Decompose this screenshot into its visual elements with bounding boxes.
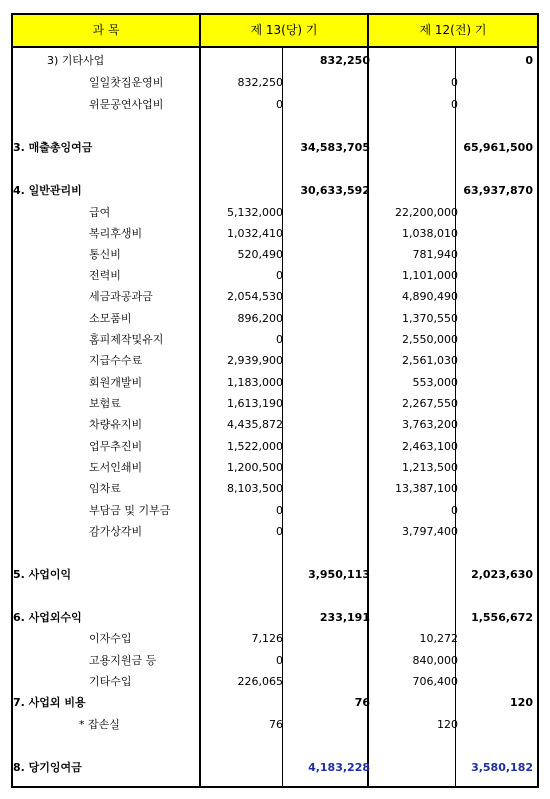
amount-c4: 120 bbox=[510, 696, 533, 709]
table-row bbox=[13, 478, 537, 499]
row-label: 회원개발비 bbox=[89, 376, 143, 389]
header-item: 과 목 bbox=[92, 23, 120, 37]
amount-c3: 1,038,010 bbox=[402, 227, 458, 240]
row-label: 이자수입 bbox=[89, 632, 132, 645]
amount-c3: 22,200,000 bbox=[395, 206, 458, 219]
amount-c1: 0 bbox=[276, 654, 283, 667]
row-label: 홈피제작및유지 bbox=[89, 333, 164, 346]
amount-c1: 0 bbox=[276, 333, 283, 346]
row-label: 기타수입 bbox=[89, 675, 132, 688]
row-label: 감가상각비 bbox=[89, 525, 143, 538]
amount-c1: 0 bbox=[276, 525, 283, 538]
amount-c4: 0 bbox=[525, 54, 533, 67]
amount-c3: 706,400 bbox=[412, 675, 458, 688]
header-prior-period: 제 12(전) 기 bbox=[419, 23, 487, 37]
amount-c3: 0 bbox=[451, 76, 458, 89]
amount-c1: 1,032,410 bbox=[227, 227, 283, 240]
amount-c2: 76 bbox=[354, 696, 370, 709]
amount-c1: 1,200,500 bbox=[227, 461, 283, 474]
amount-c1: 1,522,000 bbox=[227, 440, 283, 453]
row-label: 전력비 bbox=[89, 269, 121, 282]
amount-c2: 34,583,705 bbox=[300, 141, 370, 154]
amount-c1: 5,132,000 bbox=[227, 206, 283, 219]
amount-c3: 781,940 bbox=[412, 248, 458, 261]
amount-c3: 2,561,030 bbox=[402, 354, 458, 367]
amount-c3: 2,463,100 bbox=[402, 440, 458, 453]
table-row bbox=[13, 286, 537, 307]
table-row bbox=[13, 436, 537, 457]
amount-c3: 840,000 bbox=[412, 654, 458, 667]
row-label: 3. 매출총잉여금 bbox=[13, 141, 93, 154]
table-row bbox=[13, 372, 537, 393]
amount-c1: 0 bbox=[276, 269, 283, 282]
amount-c3: 120 bbox=[437, 718, 458, 731]
row-label: 지급수수료 bbox=[89, 354, 143, 367]
table-row bbox=[13, 757, 537, 778]
amount-c1: 1,183,000 bbox=[227, 376, 283, 389]
amount-c3: 1,101,000 bbox=[402, 269, 458, 282]
amount-c3: 13,387,100 bbox=[395, 482, 458, 495]
row-label: 고용지원금 등 bbox=[89, 654, 157, 667]
amount-c3: 3,763,200 bbox=[402, 418, 458, 431]
row-label: 임차료 bbox=[89, 482, 121, 495]
amount-c3: 2,267,550 bbox=[402, 397, 458, 410]
table-row bbox=[13, 414, 537, 435]
amount-c1: 0 bbox=[276, 504, 283, 517]
table-row bbox=[13, 223, 537, 244]
table-row bbox=[13, 564, 537, 585]
row-label: 7. 사업외 비용 bbox=[13, 696, 86, 709]
amount-c4: 1,556,672 bbox=[471, 611, 533, 624]
amount-c1: 226,065 bbox=[237, 675, 283, 688]
amount-c2: 832,250 bbox=[319, 54, 370, 67]
amount-c2: 233,191 bbox=[319, 611, 370, 624]
row-label: 세금과공과금 bbox=[89, 290, 153, 303]
amount-c1: 76 bbox=[269, 718, 283, 731]
row-label: 소모품비 bbox=[89, 312, 132, 325]
amount-c3: 10,272 bbox=[419, 632, 458, 645]
row-label: 5. 사업이익 bbox=[13, 568, 72, 581]
amount-c4: 63,937,870 bbox=[463, 184, 533, 197]
amount-c1: 7,126 bbox=[251, 632, 283, 645]
row-label: 보험료 bbox=[89, 397, 121, 410]
row-label: 3) 기타사업 bbox=[47, 54, 105, 67]
table-row bbox=[13, 50, 537, 71]
table-row bbox=[13, 244, 537, 265]
table-row bbox=[13, 714, 537, 735]
amount-c1: 520,490 bbox=[237, 248, 283, 261]
amount-c2: 4,183,228 bbox=[308, 761, 370, 774]
table-row bbox=[13, 137, 537, 158]
table-row bbox=[13, 329, 537, 350]
row-label: 복리후생비 bbox=[89, 227, 143, 240]
table-row bbox=[13, 521, 537, 542]
amount-c3: 553,000 bbox=[412, 376, 458, 389]
table-row bbox=[13, 308, 537, 329]
table-row bbox=[13, 350, 537, 371]
amount-c1: 8,103,500 bbox=[227, 482, 283, 495]
amount-c2: 3,950,113 bbox=[308, 568, 370, 581]
table-header bbox=[13, 15, 537, 48]
amount-c1: 896,200 bbox=[237, 312, 283, 325]
table-row bbox=[13, 94, 537, 115]
table-row bbox=[13, 180, 537, 201]
row-label: 급여 bbox=[89, 206, 111, 219]
header-current-period: 제 13(당) 기 bbox=[250, 23, 318, 37]
row-label: 6. 사업외수익 bbox=[13, 611, 82, 624]
amount-c3: 2,550,000 bbox=[402, 333, 458, 346]
row-label: 통신비 bbox=[89, 248, 121, 261]
row-label: 차량유지비 bbox=[89, 418, 143, 431]
amount-c3: 1,213,500 bbox=[402, 461, 458, 474]
amount-c3: 4,890,490 bbox=[402, 290, 458, 303]
amount-c3: 1,370,550 bbox=[402, 312, 458, 325]
amount-c1: 832,250 bbox=[237, 76, 283, 89]
table-row bbox=[13, 692, 537, 713]
amount-c3: 3,797,400 bbox=[402, 525, 458, 538]
amount-c1: 2,054,530 bbox=[227, 290, 283, 303]
amount-c3: 0 bbox=[451, 504, 458, 517]
table-row bbox=[13, 607, 537, 628]
table-row bbox=[13, 671, 537, 692]
amount-c1: 2,939,900 bbox=[227, 354, 283, 367]
table-row bbox=[13, 202, 537, 223]
row-label: 위문공연사업비 bbox=[89, 98, 164, 111]
amount-c1: 4,435,872 bbox=[227, 418, 283, 431]
row-label: 8. 당기잉여금 bbox=[13, 761, 82, 774]
table-row bbox=[13, 265, 537, 286]
row-label: 도서인쇄비 bbox=[89, 461, 143, 474]
income-statement-table bbox=[11, 13, 539, 788]
amount-c4: 2,023,630 bbox=[471, 568, 533, 581]
amount-c4: 3,580,182 bbox=[471, 761, 533, 774]
row-label: 일일찻집운영비 bbox=[89, 76, 164, 89]
table-row bbox=[13, 500, 537, 521]
row-label: 부담금 및 기부금 bbox=[89, 504, 171, 517]
row-label: 업무추진비 bbox=[89, 440, 143, 453]
table-row bbox=[13, 457, 537, 478]
table-row bbox=[13, 650, 537, 671]
table-row bbox=[13, 628, 537, 649]
row-label: 4. 일반관리비 bbox=[13, 184, 82, 197]
amount-c1: 0 bbox=[276, 98, 283, 111]
row-label: * 잡손실 bbox=[79, 718, 120, 731]
amount-c3: 0 bbox=[451, 98, 458, 111]
amount-c1: 1,613,190 bbox=[227, 397, 283, 410]
amount-c2: 30,633,592 bbox=[300, 184, 370, 197]
table-row bbox=[13, 393, 537, 414]
amount-c4: 65,961,500 bbox=[463, 141, 533, 154]
table-row bbox=[13, 72, 537, 93]
